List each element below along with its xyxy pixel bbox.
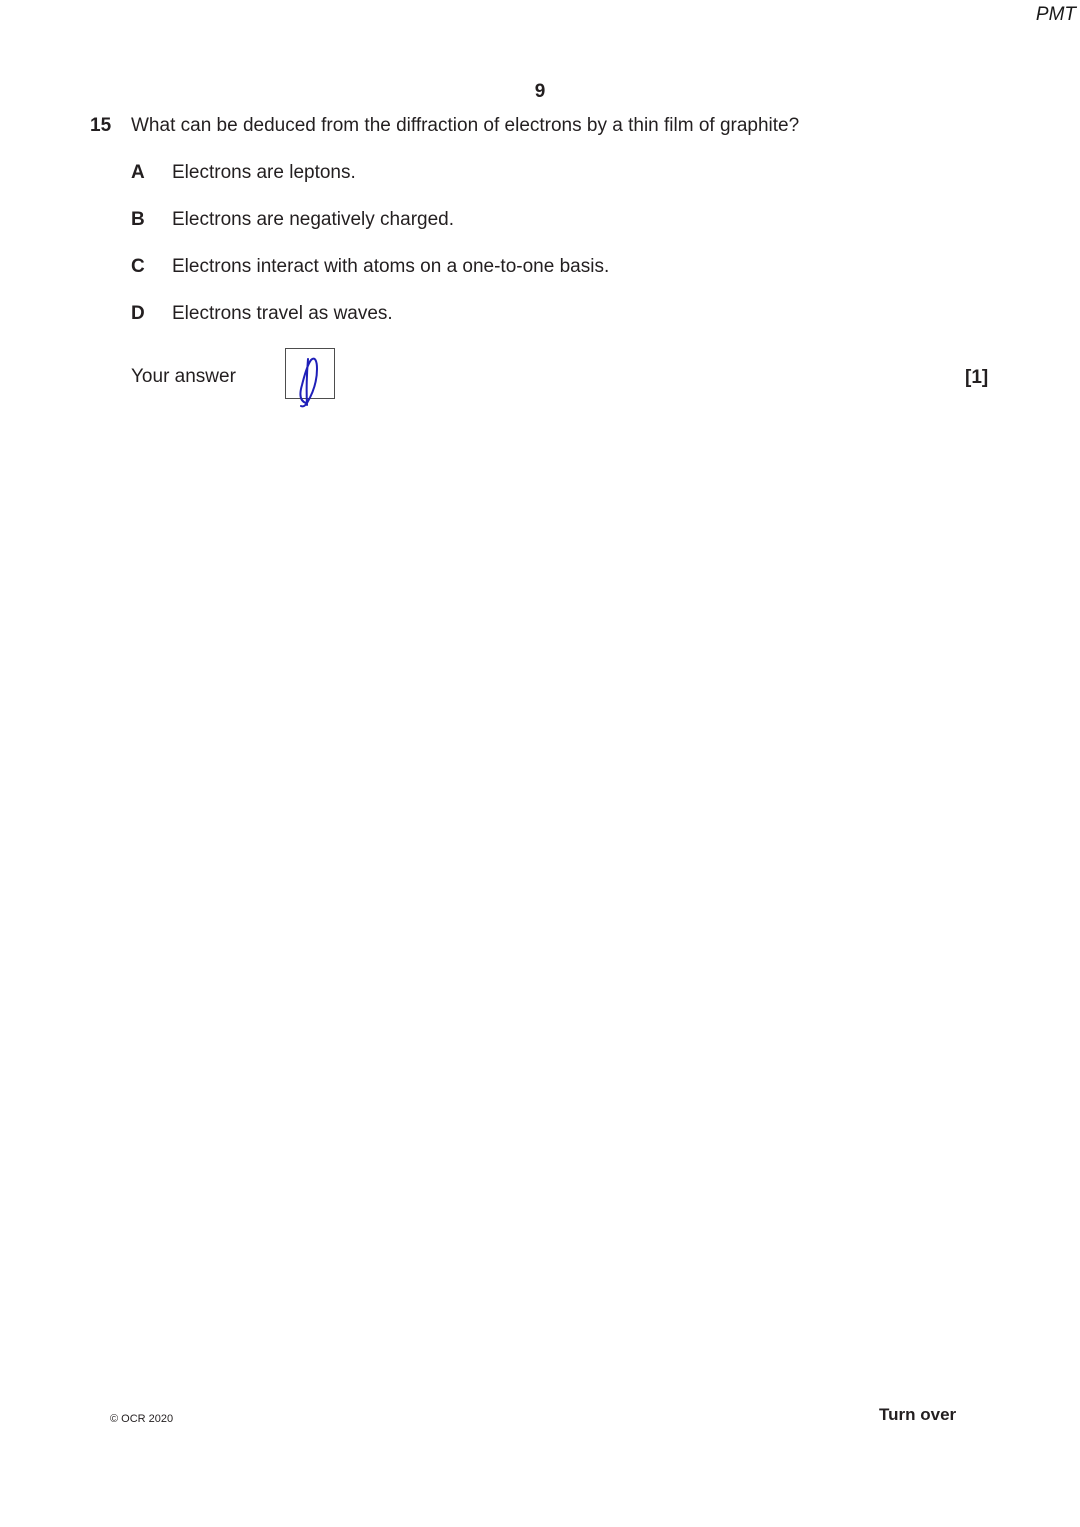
option-text: Electrons are negatively charged. [172, 209, 454, 230]
option-text: Electrons travel as waves. [172, 303, 393, 324]
option-letter: C [131, 256, 145, 277]
answer-label: Your answer [131, 366, 236, 387]
option-letter: A [131, 162, 145, 183]
answer-box[interactable] [285, 348, 335, 399]
option-letter: D [131, 303, 145, 324]
page-number: 9 [534, 81, 546, 102]
copyright-notice: © OCR 2020 [110, 1413, 174, 1425]
marks-available: [1] [965, 367, 989, 388]
question-text: What can be deduced from the diffraction of electrons by a thin film of graphite? [131, 115, 800, 136]
option-text: Electrons are leptons. [172, 162, 356, 183]
option-text: Electrons interact with atoms on a one-to-one basis. [172, 256, 610, 277]
option-letter: B [131, 209, 145, 230]
handwritten-answer-d [286, 349, 336, 409]
question-number: 15 [90, 115, 112, 136]
turn-over-label: Turn over [879, 1405, 957, 1424]
pmt-watermark: PMT [1035, 4, 1076, 25]
